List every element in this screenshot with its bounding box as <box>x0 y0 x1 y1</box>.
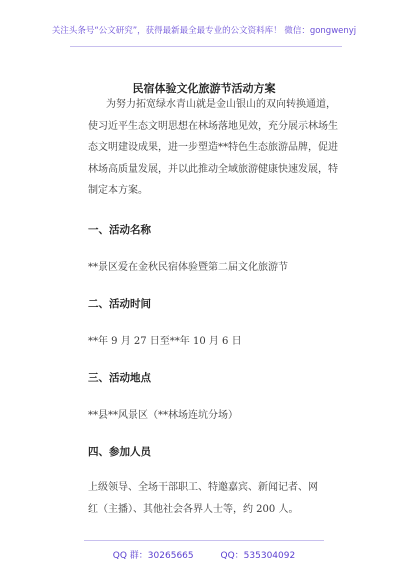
intro-line: 态文明建设成果，进一步塑造**特色生态旅游品牌，促进 <box>88 142 338 153</box>
section-heading-name: 一、活动名称 <box>88 224 151 236</box>
section-body-location: **县**风景区（**林场连坑分场） <box>88 410 238 421</box>
section-heading-location: 三、活动地点 <box>88 372 151 384</box>
section-body-time: **年 9 月 27 日至**年 10 月 6 日 <box>88 336 242 347</box>
intro-line: 为努力拓宽绿水青山就是金山银山的双向转换通道， <box>106 99 336 110</box>
section-heading-time: 二、活动时间 <box>88 298 151 310</box>
section-heading-participants: 四、参加人员 <box>88 446 151 458</box>
footer-qq: QQ：535304092 <box>220 551 296 561</box>
section-body-participants-line1: 上级领导、全场干部职工、特邀嘉宾、新闻记者、网 <box>88 482 318 493</box>
footer-contacts <box>0 548 408 561</box>
header-divider <box>70 46 342 47</box>
document-title: 民宿体验文化旅游节活动方案 <box>132 82 276 95</box>
footer-qq-group: QQ 群：30265665 <box>112 551 194 561</box>
intro-paragraph <box>88 94 350 202</box>
section-body-name: **景区爱在金秋民宿体验暨第二届文化旅游节 <box>88 262 288 273</box>
header-notice: 关注头条号“公文研究”，获得最新最全最专业的公文资料库！ 微信：gongwenyj <box>51 26 357 36</box>
section-body-participants-line2: 红（主播）、其他社会各界人士等，约 200 人。 <box>88 504 299 515</box>
intro-line: 制定本方案。 <box>88 185 148 196</box>
intro-line: 林场高质量发展，并以此推动全域旅游健康快速发展，特 <box>88 163 338 175</box>
intro-line: 使习近平生态文明思想在林场落地见效，充分展示林场生 <box>88 120 338 132</box>
footer-divider <box>84 540 324 541</box>
